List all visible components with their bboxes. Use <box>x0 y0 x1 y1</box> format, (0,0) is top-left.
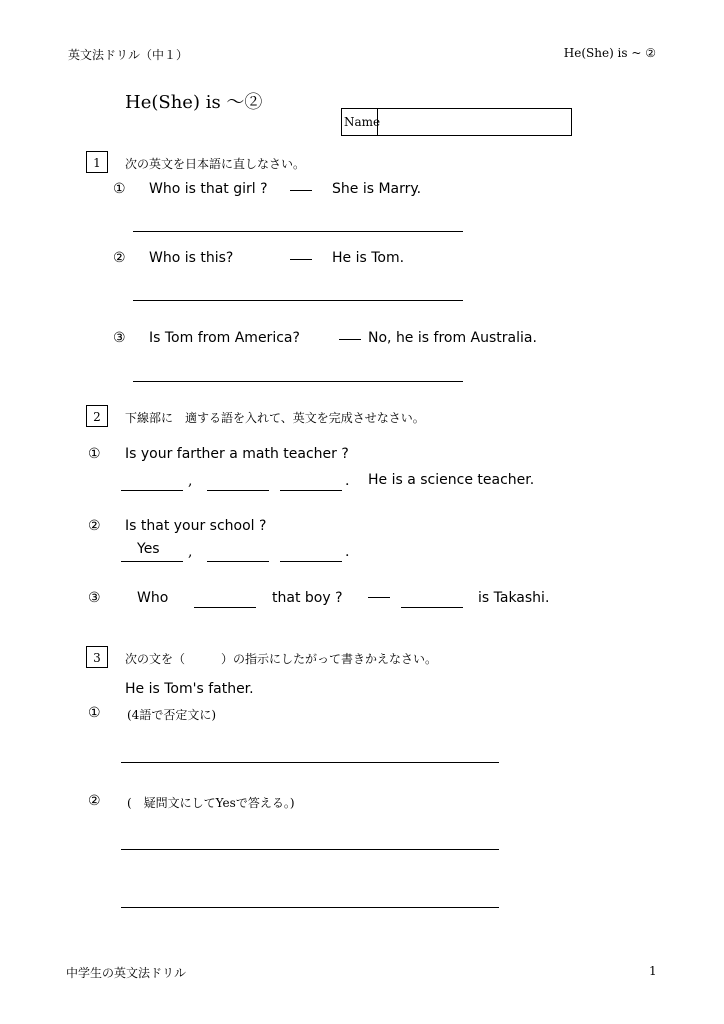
name-label: Name <box>344 115 381 129</box>
s2-item1-question: Is your farther a math teacher ? <box>125 446 349 462</box>
section-3-instruction: 次の文を（ ）の指示にしたがって書きかえなさい。 <box>125 652 438 666</box>
s2-item3-blank-1[interactable] <box>194 607 256 608</box>
s3-item2-answer-line-1[interactable] <box>121 849 499 850</box>
s1-item2-answer: He is Tom. <box>332 250 405 266</box>
section-3-number: 3 <box>86 646 108 668</box>
s2-item2-blank-1[interactable] <box>121 561 183 562</box>
page-title: He(She) is ～② <box>125 92 263 113</box>
s2-item1-blank-3[interactable] <box>280 490 342 491</box>
s2-item2-blank-3[interactable] <box>280 561 342 562</box>
name-box <box>341 108 572 136</box>
s2-item3-blank-2[interactable] <box>401 607 463 608</box>
s3-item2-mark: ② <box>88 793 101 809</box>
s2-item2-mark: ② <box>88 518 101 534</box>
name-field[interactable] <box>379 110 569 134</box>
s3-item2-direction: ( 疑問文にしてYesで答える。) <box>127 796 295 810</box>
section-1-number: 1 <box>86 151 108 173</box>
s2-item3-word-3: is Takashi. <box>478 590 550 606</box>
s1-item1-answer-line[interactable] <box>133 231 463 232</box>
s2-item1-blank-2[interactable] <box>207 490 269 491</box>
s3-item1-answer-line[interactable] <box>121 762 499 763</box>
header-left: 英文法ドリル（中１） <box>68 48 189 62</box>
s1-item2-mark: ② <box>113 250 126 266</box>
s2-item1-period: . <box>345 473 350 489</box>
s1-item3-dash <box>339 339 361 340</box>
s2-item3-mark: ③ <box>88 590 101 606</box>
s2-item1-answer: He is a science teacher. <box>368 472 535 488</box>
footer-title: 中学生の英文法ドリル <box>66 966 187 980</box>
page-number: 1 <box>649 964 657 978</box>
s1-item1-question: Who is that girl ? <box>149 181 268 197</box>
s2-item2-question: Is that your school ? <box>125 518 267 534</box>
s3-sentence: He is Tom's father. <box>125 681 254 697</box>
s2-item2-comma: , <box>188 544 193 560</box>
s1-item1-answer: She is Marry. <box>332 181 422 197</box>
s2-item1-blank-1[interactable] <box>121 490 183 491</box>
s2-item3-dash <box>368 597 390 598</box>
s2-item2-blank-2[interactable] <box>207 561 269 562</box>
s2-item2-filled-answer: Yes <box>137 541 160 557</box>
s1-item3-answer: No, he is from Australia. <box>368 330 537 346</box>
s3-item1-direction: (4語で否定文に) <box>127 708 216 722</box>
s1-item3-question: Is Tom from America? <box>149 330 300 346</box>
s2-item3-word-1: Who <box>137 590 169 606</box>
s1-item3-mark: ③ <box>113 330 126 346</box>
s2-item1-comma: , <box>188 473 193 489</box>
name-divider <box>377 109 378 135</box>
s1-item2-question: Who is this? <box>149 250 234 266</box>
s2-item1-mark: ① <box>88 446 101 462</box>
s2-item2-period: . <box>345 544 350 560</box>
s1-item1-mark: ① <box>113 181 126 197</box>
s1-item2-dash <box>290 259 312 260</box>
s1-item3-answer-line[interactable] <box>133 381 463 382</box>
s3-item2-answer-line-2[interactable] <box>121 907 499 908</box>
s1-item2-answer-line[interactable] <box>133 300 463 301</box>
s3-item1-mark: ① <box>88 705 101 721</box>
header-right: He(She) is ~ ② <box>563 46 656 60</box>
section-2-instruction: 下線部に 適する語を入れて、英文を完成させなさい。 <box>125 411 425 425</box>
s1-item1-dash <box>290 190 312 191</box>
s2-item3-word-2: that boy ? <box>272 590 343 606</box>
section-1-instruction: 次の英文を日本語に直しなさい。 <box>125 157 306 171</box>
section-2-number: 2 <box>86 405 108 427</box>
